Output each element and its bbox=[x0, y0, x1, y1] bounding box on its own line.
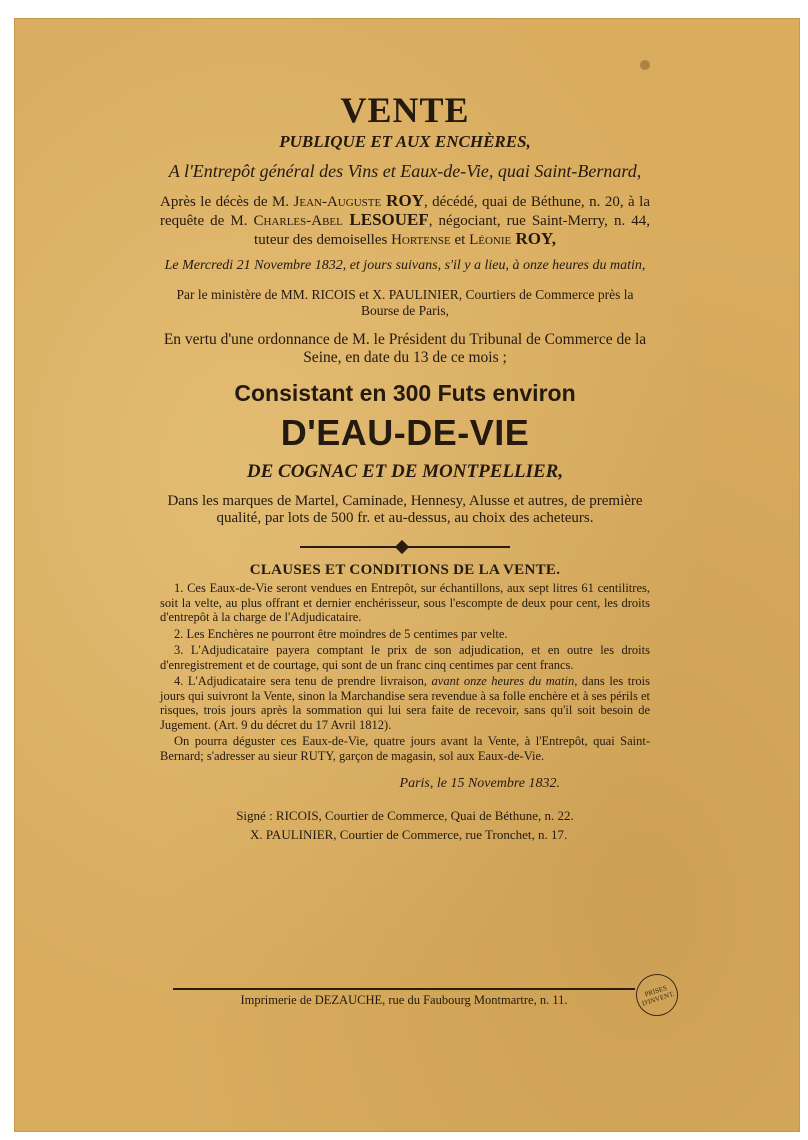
quantity-heading: Consistant en 300 Futs environ bbox=[234, 380, 576, 406]
clause-3: 3. L'Adjudicataire payera comptant le prix de son adjudication, et en outre les droits d'enregistrement et de courtage, qui sont de un franc cinq centimes par cent francs. bbox=[160, 643, 650, 672]
sale-date: Le Mercredi 21 Novembre 1832, et jours suivans, s'il y a lieu, à onze heures du matin, bbox=[164, 258, 646, 273]
clause-1: 1. Ces Eaux-de-Vie seront vendues en Entrepôt, sur échantillons, aux sept litres 61 centilitres, soit la velte, au plus offrant et dernier enchérisseur, sous l'escompte de deux pour cent, les droits d'entrepôt à la charge de l'Adjudicataire. bbox=[160, 581, 650, 624]
origin-heading: DE COGNAC ET DE MONTPELLIER, bbox=[246, 461, 564, 482]
poster-subtitle: PUBLIQUE ET AUX ENCHÈRES, bbox=[279, 132, 531, 151]
clause-2: 2. Les Enchères ne pourront être moindres de 5 centimes par velte. bbox=[174, 626, 508, 641]
brands-paragraph: Dans les marques de Martel, Caminade, Hennesy, Alusse et autres, de première qualité, par lots de 500 fr. et au-dessus, au choix des acheteurs. bbox=[167, 493, 643, 526]
signature-paulinier: X. PAULINIER, Courtier de Commerce, rue Tronchet, n. 17. bbox=[250, 827, 568, 842]
place-date: Paris, le 15 Novembre 1832. bbox=[399, 776, 560, 791]
product-heading: D'EAU-DE-VIE bbox=[280, 412, 530, 453]
deceased-paragraph: Après le décès de M. Jean-Auguste ROY, décédé, quai de Béthune, n. 20, à la requête de M. Charles-Abel LESOUEF, négociant, rue Saint-Merry, n. 44, tuteur des demoiselles Hortense et Léonie ROY, bbox=[160, 191, 650, 248]
courtiers-line: Par le ministère de MM. RICOIS et X. PAULINIER, Courtiers de Commerce près la Bourse de Paris, bbox=[176, 287, 634, 318]
poster-body bbox=[160, 72, 650, 843]
poster-title: VENTE bbox=[340, 90, 470, 130]
clauses-title: CLAUSES ET CONDITIONS DE LA VENTE. bbox=[249, 562, 561, 578]
clause-5: On pourra déguster ces Eaux-de-Vie, quatre jours avant la Vente, à l'Entrepôt, quai Saint-Bernard; s'adresser au sieur RUTY, garçon de magasin, sol aux Eaux-de-Vie. bbox=[160, 734, 650, 763]
ornament-divider bbox=[300, 541, 510, 553]
clause-4: 4. L'Adjudicataire sera tenu de prendre livraison, avant onze heures du matin, dans les trois jours qui suivront la Vente, sinon la Marchandise sera revendue à sa folle enchère et à ses périls et risques, trois jours après la sommation qui lui sera faite de recevoir, sans qu'il soit besoin de Jugement. (Art. 9 du décret du 17 Avril 1812). bbox=[160, 674, 650, 732]
sale-location: A l'Entrepôt général des Vins et Eaux-de-Vie, quai Saint-Bernard, bbox=[168, 161, 642, 181]
ordonnance-line: En vertu d'une ordonnance de M. le Président du Tribunal de Commerce de la Seine, en date du 13 de ce mois ; bbox=[163, 331, 647, 366]
bottom-rule bbox=[173, 988, 635, 990]
archive-stamp: PRISES D'INVENT. bbox=[631, 969, 684, 1022]
printer-line: Imprimerie de DEZAUCHE, rue du Faubourg Montmartre, n. 11. bbox=[240, 993, 568, 1007]
ink-spot bbox=[640, 60, 650, 70]
signature-ricois: Signé : RICOIS, Courtier de Commerce, Quai de Béthune, n. 22. bbox=[236, 808, 574, 823]
